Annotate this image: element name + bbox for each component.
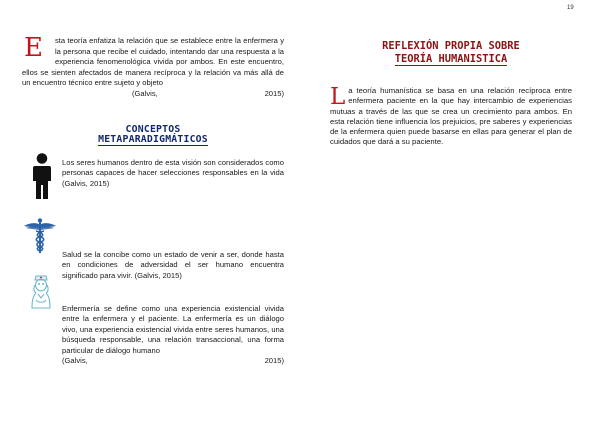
reflection-title-line1: REFLEXIÓN PROPIA SOBRE [382,40,520,52]
section-title-line1: CONCEPTOS [125,124,181,135]
concept-enfermeria-body: Enfermería se define como una experiencia existencial vivida entre la enfermera y el paciente. La enfermería es un diálogo vivo, una experiencia existencial vivida entre seres humanos, una búsqueda responsable, una relación transaccional, una forma particular de diálogo humano [62,304,284,355]
reflection-drop-cap: L [330,84,346,110]
intro-citation-year: 2015) [264,88,284,98]
concepts-heading [22,125,284,146]
reflection-text: a teoría humanística se basa en una relación recíproca entre enfermera paciente en la que hay intercambio de experiencias mutuas a través de las que se crea un crecimiento para ambos. En esta relación tiene influencia los prejuicios, pre saberes y experiencias de la enfermera quien puede basarse en ellas para generar el plan de cuidados que dará a su paciente. [330,86,572,147]
right-column [330,40,572,148]
concept-enfermeria-citation-author: (Galvis, [62,356,88,366]
nurse-icon [30,274,52,315]
person-icon [32,153,52,204]
intro-citation [22,89,284,100]
reflection-paragraph [330,86,572,148]
concept-salud-text: Salud se la concibe como un estado de venir a ser, donde hasta en condiciones de adversidad el ser humano encuentra significado para vivir. (Galvis, 2015) [62,250,284,280]
concept-enfermeria [22,266,284,366]
concept-persona-text: Los seres humanos dentro de esta visión son considerados como personas capaces de hacer selecciones responsables en la vida (Galvis, 2015) [62,158,284,188]
reflection-title-line2-wrap [330,53,572,66]
concept-persona [22,156,284,200]
intro-text: sta teoría enfatiza la relación que se establece entre la enfermera y la persona que recibe el cuidado, intentando dar una respuesta a la experiencia fenomenológica vivida por ambos. En este encuentro, ellos se sienten afectados de manera recíproca y la relación va más allá de un encuentro técnico entre sujeto y objeto [22,36,284,88]
left-column [22,33,284,366]
intro-paragraph [22,33,284,100]
concept-enfermeria-citation [62,356,284,366]
concept-enfermeria-citation-year: 2015) [264,356,284,366]
section-title-line2-wrap [22,135,284,146]
intro-drop-cap: E [24,33,43,63]
section-title-line2: METAPARADIGMÁTICOS [98,134,208,145]
caduceus-icon [24,218,56,259]
reflection-title-line2: TEORÍA HUMANISTICA [394,53,508,65]
concept-enfermeria-text [62,304,284,366]
concept-salud [22,212,284,280]
intro-citation-author: (Galvis, [132,88,158,98]
page-number: 19 [567,5,574,11]
